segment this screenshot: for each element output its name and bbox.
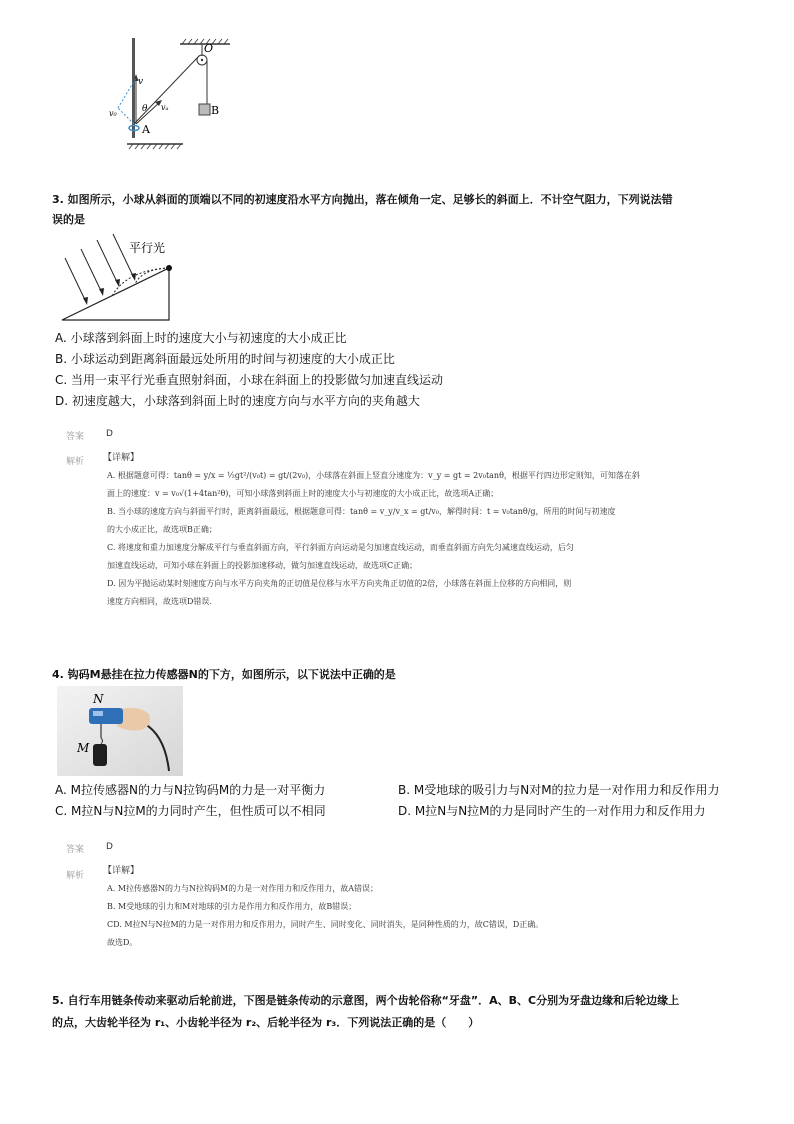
photo-label-M: M [77,741,90,755]
q4-analysis-title: 【详解】 [103,866,140,876]
label-v0: v₀ [109,109,117,118]
label-B: B [211,104,220,117]
sensor-photo [57,686,183,776]
q3-option-a[interactable]: A. 小球落到斜面上时的速度大小与初速度的大小成正比 [55,331,347,345]
q3-analysis-line: 面上的速度：v = v₀√(1+4tan²θ)，可知小球落到斜面上时的速度大小与初速度的大小成正比，故选项A正确； [107,489,499,498]
q3-analysis [103,449,723,611]
q3-option-c[interactable]: C. 当用一束平行光垂直照射斜面，小球在斜面上的投影做匀加速直线运动 [55,373,444,387]
q3-analysis-line: 的大小成正比，故选项B正确； [107,525,217,534]
pulley-rod-diagram [105,36,235,154]
q3-analysis-line: B. 当小球的速度方向与斜面平行时，距离斜面最远，根据题意可得：tanθ = v_y/v_x = gt/v₀，解得时间：t = v₀tanθ/g，所用的时间与初速度 [107,507,616,516]
label-v: v [138,77,144,87]
q4-analysis-line: B. M受地球的引力和M对地球的引力是作用力和反作用力，故B错误； [107,902,357,911]
q3-analysis-line: 速度方向相同，故选项D错误. [107,597,212,606]
label-theta: θ [142,104,148,114]
q4-analysis-label: 解析 [66,871,85,881]
q5-stem: 5. 自行车用链条传动来驱动后轮前进，下图是链条传动的示意图，两个齿轮俗称“牙盘”．A、B、C分别为牙盘边缘和后轮边缘上 的点，大齿轮半径为 r₁、小齿轮半径为 r₂、后轮半径为 r₃．下列说法正确的是（ ） [52,994,680,1029]
q4-option-d[interactable]: D. M拉N与N拉M的力是同时产生的一对作用力和反作用力 [398,804,706,818]
q3-analysis-line: 加速直线运动，可知小球在斜面上的投影加速移动，做匀加速直线运动，故选项C正确； [107,561,418,570]
q3-options [55,328,443,412]
q3-answer: D [106,429,113,439]
q4-analysis-line: A. M拉传感器N的力与N拉钩码M的力是一对作用力和反作用力，故A错误； [107,884,379,893]
q3-analysis-line: C. 将速度和重力加速度分解成平行与垂直斜面方向，平行斜面方向运动是匀加速直线运动，而垂直斜面方向先匀减速直线运动，后匀 [107,543,574,552]
photo-label-N: N [93,692,104,706]
label-O: O [204,42,214,55]
incline-projectile-diagram [57,232,182,325]
q4-option-c[interactable]: C. M拉N与N拉M的力同时产生，但性质可以不相同 [55,804,326,818]
q4-analysis [103,862,723,952]
q4-analysis-line: CD. M拉N与N拉M的力是一对作用力和反作用力，同时产生、同时变化、同时消失，是同种性质的力，故C错误，D正确。 [107,920,544,929]
q3-analysis-label: 解析 [66,457,85,467]
q3-analysis-title: 【详解】 [103,453,140,463]
q3-answer-label: 答案 [66,432,85,442]
parallel-light-label: 平行光 [129,241,166,255]
q4-option-b[interactable]: B. M受地球的吸引力与N对M的拉力是一对作用力和反作用力 [398,783,720,797]
q3-stem: 3. 如图所示，小球从斜面的顶端以不同的初速度沿水平方向抛出，落在倾角一定、足够长的斜面上．不计空气阻力，下列说法错 误的是 [52,193,673,226]
q3-analysis-line: D. 因为平抛运动某时刻速度方向与水平方向夹角的正切值是位移与水平方向夹角正切值的2倍，小球落在斜面上位移的方向相同，则 [107,579,572,588]
q4-stem: 4. 钩码M悬挂在拉力传感器N的下方，如图所示，以下说法中正确的是 [52,668,396,681]
q3-analysis-line: A. 根据题意可得：tanθ = y/x = ½gt²/(v₀t) = gt/(2v₀)，小球落在斜面上竖直分速度为：v_y = gt = 2v₀tanθ，根据平行四边形定则知，可知落在斜 [107,471,640,480]
q4-option-a[interactable]: A. M拉传感器N的力与N拉钩码M的力是一对平衡力 [55,783,326,797]
label-va: vₐ [161,103,169,112]
q3-option-b[interactable]: B. 小球运动到距离斜面最远处所用的时间与初速度的大小成正比 [55,352,395,366]
label-A: A [142,123,150,136]
q4-analysis-line: 故选D。 [107,938,138,947]
q3-option-d[interactable]: D. 初速度越大，小球落到斜面上时的速度方向与水平方向的夹角越大 [55,394,420,408]
q4-answer-label: 答案 [66,845,85,855]
q4-answer: D [106,842,113,852]
